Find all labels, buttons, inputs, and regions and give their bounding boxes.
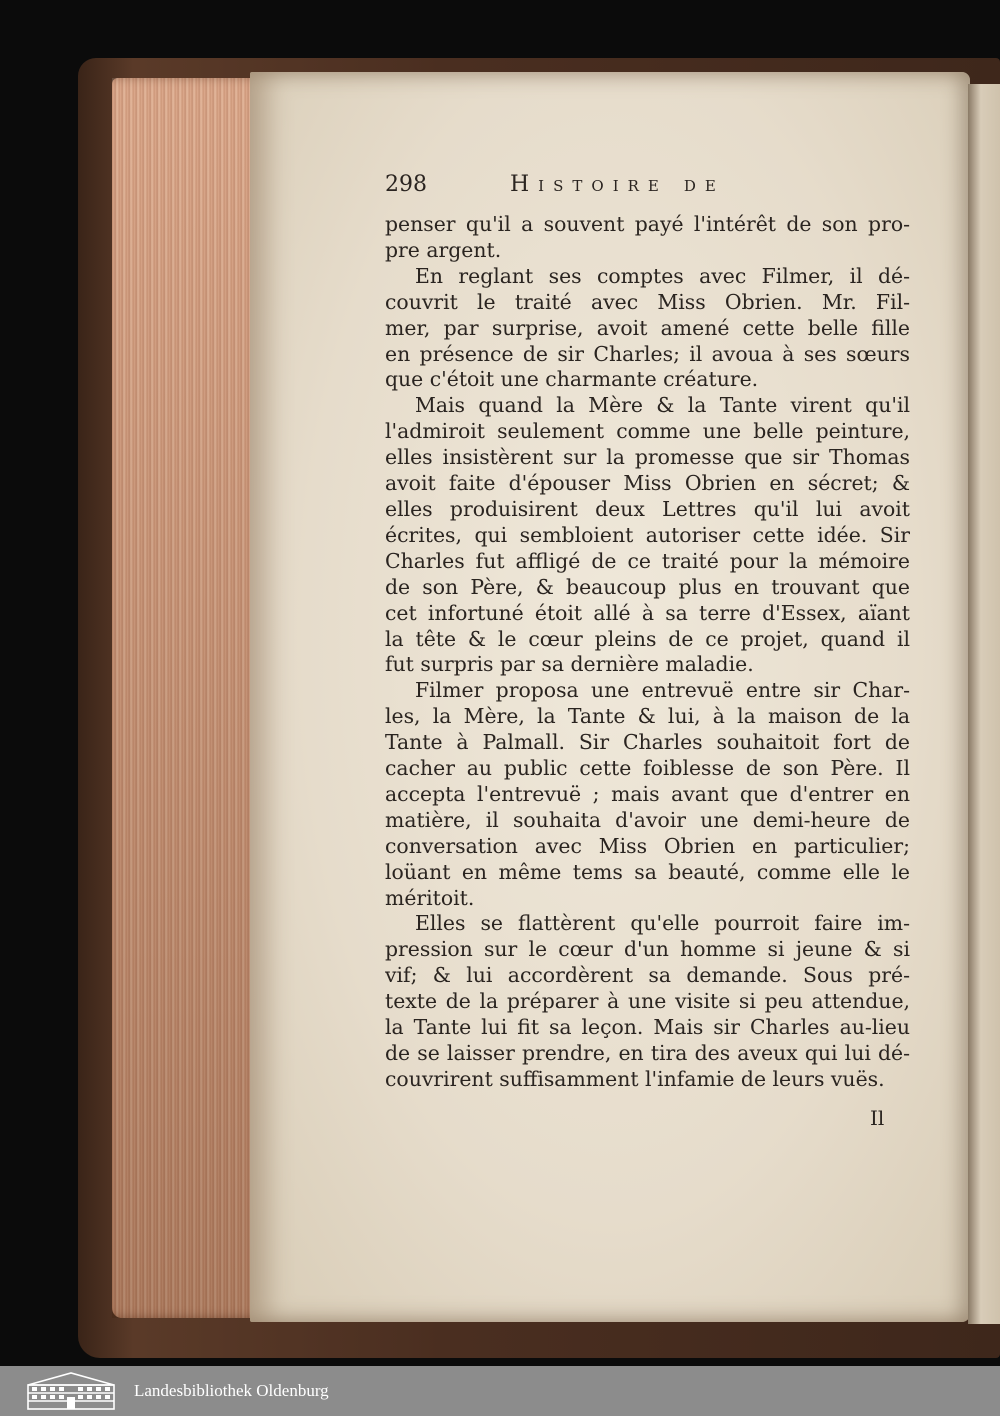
page-number: 298: [385, 172, 427, 197]
text-line: cet infortuné étoit allé à sa terre d'Essex, aïant: [385, 600, 910, 625]
text-line: Elles se flattèrent qu'elle pourroit faire im-: [415, 911, 910, 936]
page-edges: [112, 78, 272, 1318]
text-line: cacher au public cette foiblesse de son Père. Il: [385, 756, 910, 781]
text-line: Charles fut affligé de ce traité pour la mémoire: [385, 548, 910, 573]
text-line: de se laisser prendre, en tira des aveux qui lui dé-: [385, 1041, 910, 1065]
text-line: matière, il souhaita d'avoir une demi-heure de: [385, 807, 910, 832]
text-line: Tante à Palmall. Sir Charles souhaitoit fort de: [385, 730, 910, 755]
text-line: Mais quand la Mère & la Tante virent qu'il: [415, 393, 910, 418]
body-text: [385, 212, 910, 1093]
text-line: pre argent.: [385, 237, 502, 262]
text-line: que c'étoit une charmante créature.: [385, 367, 759, 392]
library-banner: [0, 1366, 1000, 1416]
text-line: elles insistèrent sur la promesse que sir Thomas: [385, 445, 910, 470]
text-line: Filmer proposa une entrevuë entre sir Char-: [415, 678, 910, 703]
text-line: accepta l'entrevuë ; mais avant que d'entrer en: [385, 781, 910, 806]
text-line: couvrit le traité avec Miss Obrien. Mr. Fil-: [385, 289, 910, 314]
text-line: les, la Mère, la Tante & lui, à la maison de la: [385, 704, 910, 729]
running-head-title: Histoire de: [510, 172, 725, 197]
text-line: l'admiroit seulement comme une belle peinture,: [385, 419, 910, 444]
text-line: fut surpris par sa dernière maladie.: [385, 652, 754, 677]
text-line: la Tante lui fit sa leçon. Mais sir Charles au-lieu: [385, 1015, 910, 1040]
text-line: de son Père, & beaucoup plus en trouvant que: [385, 574, 910, 599]
facing-page-edge: [968, 84, 1000, 1324]
text-line: mer, par surprise, avoit amené cette belle fille: [385, 315, 910, 340]
text-line: méritoit.: [385, 885, 475, 910]
text-line: vif; & lui accordèrent sa demande. Sous pré-: [385, 963, 910, 988]
text-line: avoit faite d'épouser Miss Obrien en sécret; &: [385, 471, 910, 496]
running-head: [385, 172, 910, 212]
text-line: texte de la préparer à une visite si peu attendue,: [385, 989, 910, 1014]
text-line: la tête & le cœur pleins de ce projet, quand il: [385, 626, 910, 651]
catchword: Il: [870, 1106, 885, 1130]
text-line: en présence de sir Charles; il avoua à ses sœurs: [385, 341, 910, 366]
text-line: elles produisirent deux Lettres qu'il lui avoit: [385, 496, 910, 521]
text-line: En reglant ses comptes avec Filmer, il dé-: [415, 263, 910, 288]
text-line: conversation avec Miss Obrien en particulier;: [385, 833, 910, 858]
text-line: écrites, qui sembloient autoriser cette idée. Sir: [385, 522, 910, 547]
page-text-block: [385, 172, 910, 1093]
library-name: Landesbibliothek Oldenburg: [134, 1381, 329, 1400]
text-line: loüant en même tems sa beauté, comme elle le: [385, 859, 910, 884]
text-line: couvrirent suffisamment l'infamie de leurs vuës.: [385, 1066, 885, 1091]
text-line: pression sur le cœur d'un homme si jeune & si: [385, 937, 910, 962]
text-line: penser qu'il a souvent payé l'intérêt de son pro-: [385, 212, 910, 236]
library-building-icon: [22, 1371, 120, 1411]
